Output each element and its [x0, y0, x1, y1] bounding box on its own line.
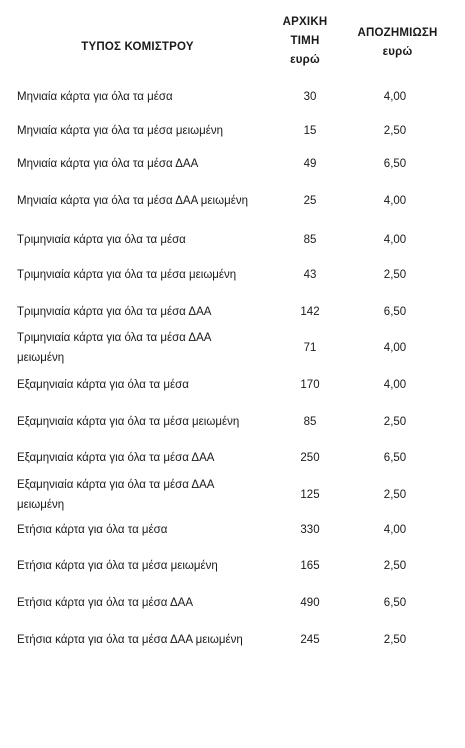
fare-type-line: Ετήσια κάρτα για όλα τα μέσα ΔΑΑ μειωμένη	[17, 634, 243, 646]
initial-price-cell: 71	[303, 342, 317, 354]
header-compensation-line: ευρώ	[382, 46, 413, 58]
compensation-cell: 6,50	[383, 306, 407, 318]
table-row	[0, 412, 465, 432]
fare-type-cell	[17, 448, 262, 468]
header-initial-price	[275, 13, 335, 70]
fare-type-line: μειωμένη	[17, 352, 65, 364]
fare-type-line: Εξαμηνιαία κάρτα για όλα τα μέσα ΔΑΑ	[17, 452, 215, 464]
fare-type-line: Μηνιαία κάρτα για όλα τα μέσα μειωμένη	[17, 125, 224, 137]
fare-type-line: Τριμηνιαία κάρτα για όλα τα μέσα ΔΑΑ	[17, 332, 212, 344]
table-row	[0, 375, 465, 395]
initial-price-cell: 15	[303, 125, 317, 137]
table-row	[0, 87, 465, 107]
table-row	[0, 154, 465, 174]
initial-price-cell: 125	[300, 489, 320, 501]
table-row	[0, 520, 465, 540]
compensation-cell: 4,00	[383, 234, 407, 246]
initial-price-cell: 85	[303, 234, 317, 246]
initial-price-cell: 43	[303, 269, 317, 281]
fare-type-cell	[17, 230, 262, 250]
compensation-cell: 6,50	[383, 597, 407, 609]
fare-type-cell	[17, 630, 262, 650]
fare-type-line: Μηνιαία κάρτα για όλα τα μέσα ΔΑΑ	[17, 158, 199, 170]
compensation-cell: 2,50	[383, 560, 407, 572]
table-row	[0, 556, 465, 576]
compensation-cell: 2,50	[383, 125, 407, 137]
initial-price-cell: 142	[300, 306, 320, 318]
table-row	[0, 191, 465, 211]
fare-type-cell	[17, 475, 262, 515]
header-price-line: ευρώ	[290, 54, 320, 66]
fare-type-line: Εξαμηνιαία κάρτα για όλα τα μέσα ΔΑΑ	[17, 479, 215, 491]
table-row	[0, 121, 465, 141]
fare-type-cell	[17, 191, 262, 211]
compensation-cell: 6,50	[383, 158, 407, 170]
compensation-cell: 6,50	[383, 452, 407, 464]
compensation-cell: 2,50	[383, 416, 407, 428]
fare-type-line: μειωμένη	[17, 499, 65, 511]
compensation-cell: 4,00	[383, 195, 407, 207]
compensation-cell: 2,50	[383, 634, 407, 646]
table-row	[0, 265, 465, 285]
fare-type-cell	[17, 121, 262, 141]
initial-price-cell: 330	[300, 524, 320, 536]
fare-type-cell	[17, 520, 262, 540]
compensation-cell: 2,50	[383, 269, 407, 281]
fare-type-line: Τριμηνιαία κάρτα για όλα τα μέσα μειωμένη	[17, 269, 237, 281]
fare-type-line: Εξαμηνιαία κάρτα για όλα τα μέσα	[17, 379, 189, 391]
fare-type-line: Ετήσια κάρτα για όλα τα μέσα	[17, 524, 168, 536]
initial-price-cell: 170	[300, 379, 320, 391]
table-row	[0, 593, 465, 613]
fare-type-line: Τριμηνιαία κάρτα για όλα τα μέσα ΔΑΑ	[17, 306, 212, 318]
table-row	[0, 230, 465, 250]
table-row	[0, 302, 465, 322]
header-price-line: ΤΙΜΗ	[290, 35, 320, 47]
fare-type-line: Τριμηνιαία κάρτα για όλα τα μέσα	[17, 234, 186, 246]
header-compensation	[345, 24, 450, 62]
compensation-cell: 4,00	[383, 342, 407, 354]
fare-type-line: Ετήσια κάρτα για όλα τα μέσα ΔΑΑ	[17, 597, 194, 609]
initial-price-cell: 30	[303, 91, 317, 103]
fare-type-cell	[17, 556, 262, 576]
table-row	[0, 332, 465, 364]
table-row	[0, 479, 465, 511]
header-fare-type: ΤΥΠΟΣ ΚΟΜΙΣΤΡΟΥ	[81, 41, 194, 53]
fare-type-cell	[17, 328, 262, 368]
initial-price-cell: 25	[303, 195, 317, 207]
initial-price-cell: 245	[300, 634, 320, 646]
fare-type-cell	[17, 375, 262, 395]
fare-type-cell	[17, 412, 262, 432]
header-compensation-line: ΑΠΟΖΗΜΙΩΣΗ	[357, 27, 438, 39]
fare-type-cell	[17, 302, 262, 322]
fare-type-line: Μηνιαία κάρτα για όλα τα μέσα ΔΑΑ μειωμένη	[17, 195, 248, 207]
table-row	[0, 448, 465, 468]
fare-type-line: Εξαμηνιαία κάρτα για όλα τα μέσα μειωμένη	[17, 416, 240, 428]
compensation-cell: 4,00	[383, 379, 407, 391]
initial-price-cell: 490	[300, 597, 320, 609]
initial-price-cell: 85	[303, 416, 317, 428]
initial-price-cell: 250	[300, 452, 320, 464]
header-price-line: ΑΡΧΙΚΗ	[282, 16, 328, 28]
fare-type-cell	[17, 87, 262, 107]
fare-type-line: Ετήσια κάρτα για όλα τα μέσα μειωμένη	[17, 560, 218, 572]
compensation-cell: 4,00	[383, 91, 407, 103]
compensation-cell: 2,50	[383, 489, 407, 501]
compensation-cell: 4,00	[383, 524, 407, 536]
fare-type-cell	[17, 265, 262, 285]
fare-type-line: Μηνιαία κάρτα για όλα τα μέσα	[17, 91, 173, 103]
initial-price-cell: 165	[300, 560, 320, 572]
fare-type-cell	[17, 593, 262, 613]
initial-price-cell: 49	[303, 158, 317, 170]
table-row	[0, 630, 465, 650]
fare-type-cell	[17, 154, 262, 174]
